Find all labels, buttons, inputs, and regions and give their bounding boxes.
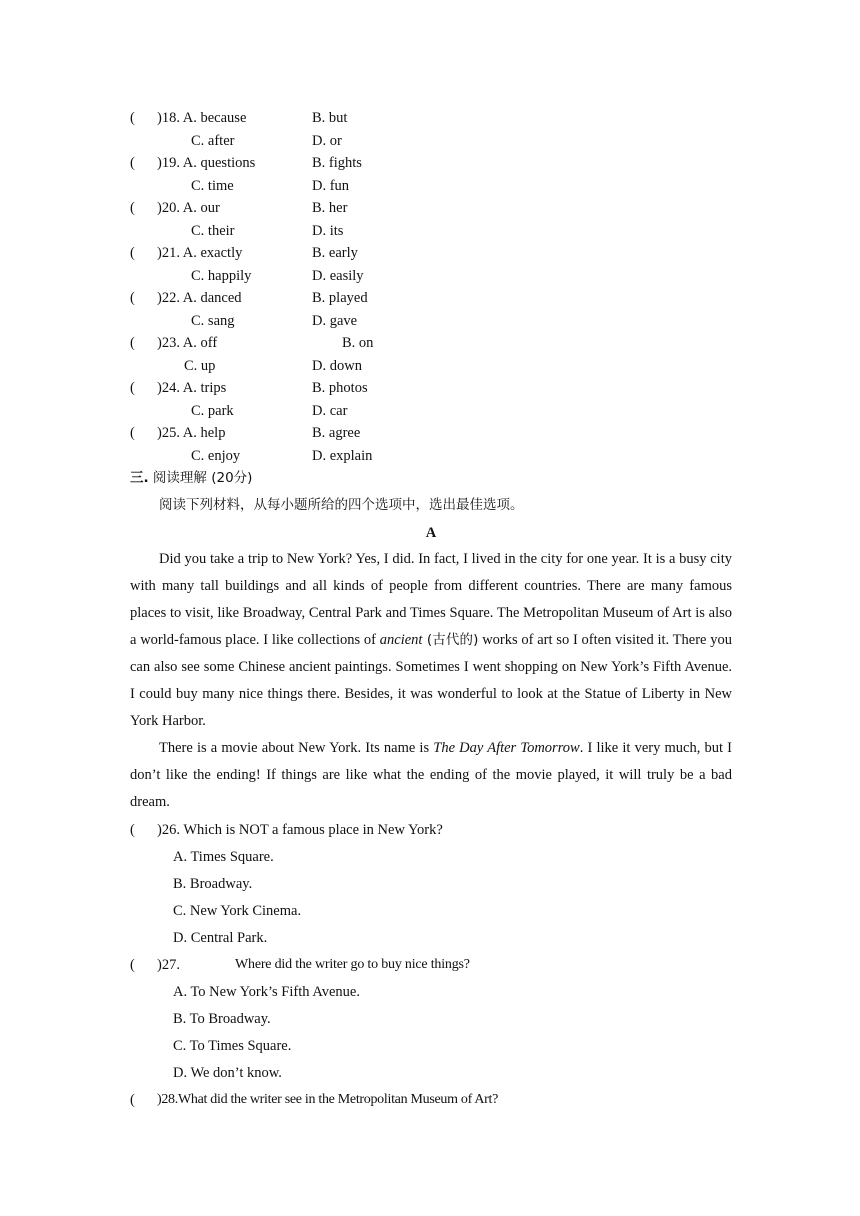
option-d: D. easily [312, 268, 364, 284]
question-number: )27. [157, 957, 180, 973]
option-a: )24. A. trips [157, 380, 227, 396]
option-b: B. Broadway. [173, 876, 253, 892]
option-c: C. enjoy [191, 448, 241, 464]
option-d: D. gave [312, 313, 358, 329]
passage-paragraph-2: There is a movie about New York. Its name is The Day After Tomorrow. I like it very much, but I don’t like the ending! If things are like what the ending of the movie played, it will truly be a bad dream. [130, 740, 732, 810]
answer-paren: ( [130, 822, 135, 838]
option-a: )23. A. off [157, 335, 218, 351]
option-b: B. her [312, 200, 348, 216]
option-a: )18. A. because [157, 110, 247, 126]
option-c: C. happily [191, 268, 252, 284]
option-a: A. Times Square. [173, 849, 274, 865]
option-c: C. after [191, 133, 235, 149]
option-c: C. To Times Square. [173, 1038, 292, 1054]
option-d: D. Central Park. [173, 930, 268, 946]
option-b: B. photos [312, 380, 368, 396]
option-a: )21. A. exactly [157, 245, 243, 261]
option-b: B. early [312, 245, 358, 261]
answer-paren: ( [130, 155, 135, 171]
option-b: B. on [342, 335, 374, 351]
option-c: C. up [184, 358, 216, 374]
answer-paren: ( [130, 1092, 135, 1108]
gloss: (古代的) [422, 632, 479, 648]
answer-paren: ( [130, 110, 135, 126]
option-c: C. time [191, 178, 234, 194]
section-title-text: 阅读理解 (20分) [148, 470, 253, 486]
answer-paren: ( [130, 200, 135, 216]
option-a: )19. A. questions [157, 155, 256, 171]
option-c: C. their [191, 223, 235, 239]
answer-paren: ( [130, 335, 135, 351]
answer-paren: ( [130, 290, 135, 306]
passage-paragraph-1: Did you take a trip to New York? Yes, I did. In fact, I lived in the city for one year. It is a busy city with many tall buildings and all kinds of people from different countries. There are many famous places to visit, like Broadway, Central Park and Times Square. The Metropolitan Museum of Art is also a world-famous place. I like collections of ancient (古代的) works of art so I often visited it. There you can also see some Chinese ancient paintings. Sometimes I went shopping on New York’s Fifth Avenue. I could buy many nice things there. Besides, it was wonderful to look at the Statue of Liberty in New York Harbor. [130, 551, 732, 729]
option-b: B. fights [312, 155, 362, 171]
movie-title: The Day After Tomorrow [433, 740, 580, 756]
answer-paren: ( [130, 380, 135, 396]
section-number: 三. [130, 470, 149, 486]
option-c: C. sang [191, 313, 235, 329]
answer-paren: ( [130, 957, 135, 973]
option-d: D. or [312, 133, 342, 149]
option-d: D. fun [312, 178, 350, 194]
option-a: )25. A. help [157, 425, 226, 441]
question-stem: Where did the writer go to buy nice things? [235, 957, 470, 972]
option-a: A. To New York’s Fifth Avenue. [173, 984, 360, 1000]
passage-label: A [425, 525, 437, 541]
option-d: D. explain [312, 448, 373, 464]
option-b: B. agree [312, 425, 361, 441]
section-instruction: 阅读下列材料，从每小题所给的四个选项中，选出最佳选项。 [159, 497, 524, 513]
option-c: C. New York Cinema. [173, 903, 302, 919]
option-b: B. but [312, 110, 348, 126]
option-d: D. down [312, 358, 362, 374]
keyword-ancient: ancient [379, 632, 423, 648]
option-d: D. car [312, 403, 348, 419]
option-d: D. We don’t know. [173, 1065, 282, 1081]
option-d: D. its [312, 223, 344, 239]
question-stem: )26. Which is NOT a famous place in New York? [157, 822, 443, 838]
answer-paren: ( [130, 245, 135, 261]
option-b: B. To Broadway. [173, 1011, 271, 1027]
option-a: )22. A. danced [157, 290, 242, 306]
answer-paren: ( [130, 425, 135, 441]
section-title [130, 469, 252, 487]
option-a: )20. A. our [157, 200, 220, 216]
option-c: C. park [191, 403, 234, 419]
question-stem: )28.What did the writer see in the Metropolitan Museum of Art? [157, 1092, 499, 1107]
option-b: B. played [312, 290, 368, 306]
